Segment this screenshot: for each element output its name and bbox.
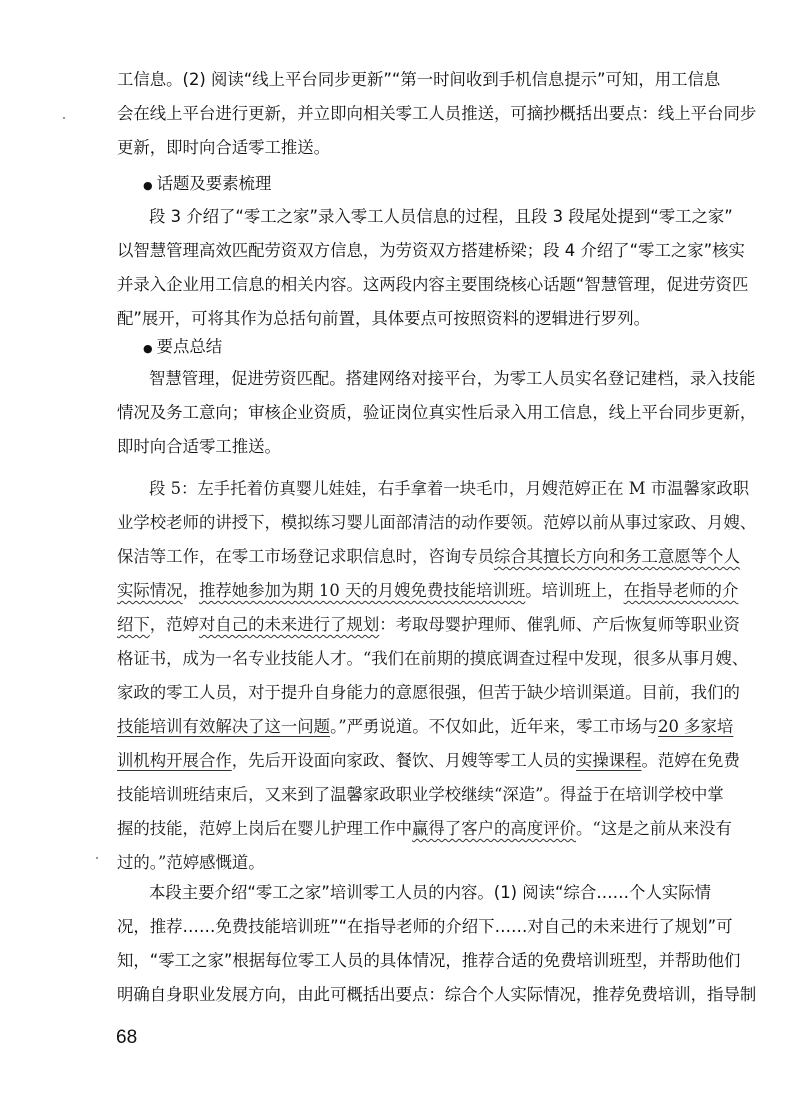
underlined-phrase: 推荐她参加为期 10 天的月嫂免费技能培训班 [198,581,526,600]
text-line: 段 3 介绍了“零工之家”录入零工人员信息的过程，且段 3 段尾处提到“零工之家” [149,207,733,226]
bullet-icon: ● [143,342,153,355]
underlined-phrase: 20 多家培 [658,717,734,736]
text-line: 技能培训班结束后，又来到了温馨家政职业学校继续“深造”。得益于在培训学校中掌 [117,785,724,804]
text-line: 保洁等工作，在零工市场登记求职信息时，咨询专员综合其擅长方向和务工意愿等个人 [117,547,740,566]
text-line: 即时向合适零工推送。 [117,437,281,456]
text-line: 智慧管理，促进劳资匹配。搭建网络对接平台，为零工人员实名登记建档，录入技能 [149,369,756,388]
scan-speck [63,117,65,119]
text-line: 更新，即时向合适零工推送。 [117,138,331,157]
analysis-paragraph-2 [117,200,749,336]
text-line: 明确自身职业发展方向，由此可概括出要点：综合个人实际情况，推荐免费培训，指导制 [117,985,757,1004]
underlined-phrase: 综合其擅长方向和务工意愿等个人 [493,547,740,566]
text-line: 格证书，成为一名专业技能人才。“我们在前期的摸底调查过程中发现，很多从事月嫂、 [117,649,749,668]
text-line: 知，“零工之家”根据每位零工人员的具体情况，推荐合适的免费培训班型，并帮助他们 [117,951,741,970]
text-line: 业学校老师的讲授下，模拟练习婴儿面部清洁的动作要领。范婷以前从事过家政、月嫂、 [117,513,757,532]
text-line: 实际情况，推荐她参加为期 10 天的月嫂免费技能培训班。培训班上，在指导老师的介 [117,581,739,600]
underlined-phrase: 技能培训有效解决了这一问题 [117,717,331,736]
heading-text: 话题及要素梳理 [156,174,272,193]
text-line: 并录入企业用工信息的相关内容。这两段内容主要围绕核心话题“智慧管理，促进劳资匹 [117,275,749,294]
text-line: 家政的零工人员，对于提升自身能力的意愿很强，但苦于缺少培训渠道。目前，我们的 [117,683,740,702]
underlined-phrase: 训机构开展合作 [117,751,232,770]
text-line: 技能培训有效解决了这一问题。”严勇说道。不仅如此，近年来，零工市场与20 多家培 [117,717,734,736]
analysis-paragraph-1 [117,63,757,165]
text-line: 过的。”范婷感慨道。 [117,853,265,872]
text-line: 本段主要介绍“零工之家”培训零工人员的内容。(1) 阅读“综合……个人实际情 [149,883,712,902]
underlined-phrase: 实际情况 [117,581,183,600]
text-line: 以智慧管理高效匹配劳资双方信息，为劳资双方搭建桥梁；段 4 介绍了“零工之家”核实 [117,241,745,260]
page-number: 68 [116,1027,138,1048]
section-heading-summary [143,335,222,361]
section-heading-topic [143,172,271,198]
text-line: 工信息。(2) 阅读“线上平台同步更新”“第一时间收到手机信息提示”可知，用工信息 [117,70,721,89]
heading-text: 要点总结 [156,337,223,356]
underlined-phrase: 实操课程 [575,751,642,770]
text-line: 段 5：左手托着仿真婴儿娃娃，右手拿着一块毛巾，月嫂范婷正在 M 市温馨家政职 [149,479,750,498]
underlined-phrase: 赢得了客户的高度评价 [412,819,576,838]
text-line: 握的技能，范婷上岗后在婴儿护理工作中赢得了客户的高度评价。“这是之前从来没有 [117,819,732,838]
underlined-phrase: 对自己的未来进行了规划 [198,615,380,634]
text-line: 训机构开展合作，先后开设面向家政、餐饮、月嫂等零工人员的实操课程。范婷在免费 [117,751,740,770]
text-line: 绍下，范婷对自己的未来进行了规划：考取母婴护理师、催乳师、产后恢复师等职业资 [117,615,740,634]
summary-paragraph [117,362,757,464]
text-line: 情况及务工意向；审核企业资质，验证岗位真实性后录入用工信息，线上平台同步更新， [117,403,757,422]
scan-speck [96,857,98,859]
text-line: 配”展开，可将其作为总括句前置，具体要点可按照资料的逻辑进行罗列。 [117,309,650,328]
underlined-phrase: 绍下 [117,615,150,634]
source-passage-5 [117,472,757,880]
analysis-paragraph-5 [117,876,757,1012]
text-line: 会在线上平台进行更新，并立即向相关零工人员推送，可摘抄概括出要点：线上平台同步 [117,104,757,123]
bullet-icon: ● [143,179,153,192]
text-line: 况，推荐……免费技能培训班”“在指导老师的介绍下……对自己的未来进行了规划”可 [117,917,733,936]
underlined-phrase: 在指导老师的介 [623,581,739,600]
